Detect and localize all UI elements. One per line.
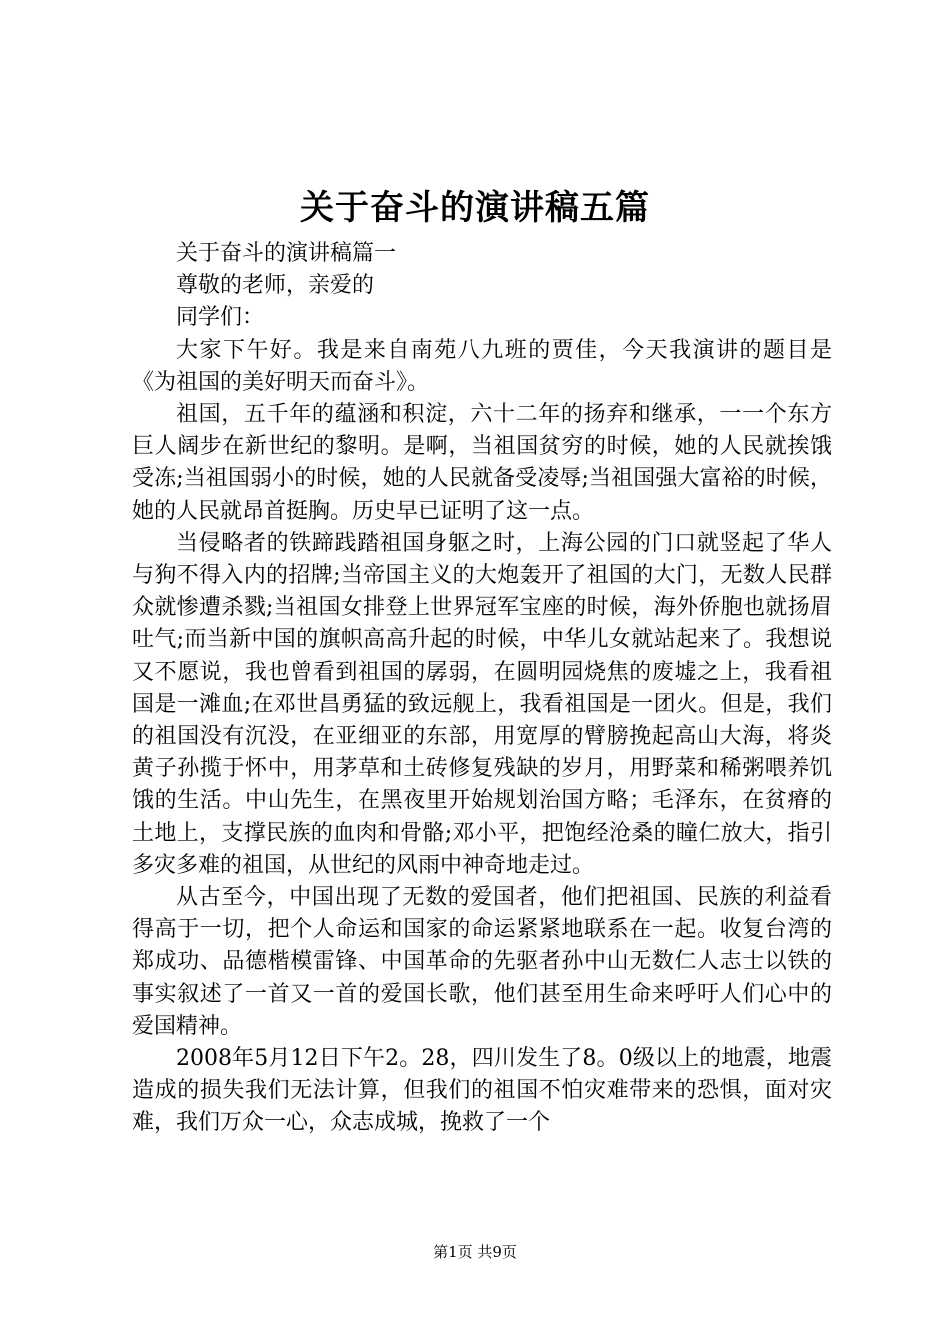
body-paragraph: 2008年5月12日下午2。28，四川发生了8。0级以上的地震，地震造成的损失我们无法计算，但我们的祖国不怕灾难带来的恐惧，面对灾难，我们万众一心，众志成城，挽救了一个 [132,1046,832,1136]
document-title: 关于奋斗的演讲稿五篇 [300,188,650,228]
salutation-line: 同学们： [176,305,265,331]
salutation-line: 尊敬的老师，亲爱的 [176,273,375,299]
page-number-footer: 第1页 共9页 [433,1243,517,1261]
body-paragraph: 大家下午好。我是来自南苑八九班的贾佳，今天我演讲的题目是《为祖国的美好明天而奋斗》。 [132,337,832,395]
body-paragraph: 从古至今，中国出现了无数的爱国者，他们把祖国、民族的利益看得高于一切，把个人命运和国家的命运紧紧地联系在一起。收复台湾的郑成功、品德楷模雷锋、中国革命的先驱者孙中山无数仁人志士以铁的事实叙述了一首又一首的爱国长歌，他们甚至用生命来呼吁人们心中的爱国精神。 [132,885,832,1039]
body-paragraph: 当侵略者的铁蹄践踏祖国身躯之时，上海公园的门口就竖起了华人与狗不得入内的招牌;当帝国主义的大炮轰开了祖国的大门，无数人民群众就惨遭杀戮;当祖国女排登上世界冠军宝座的时候，海外侨胞也就扬眉吐气;而当新中国的旗帜高高升起的时候，中华儿女就站起来了。我想说又不愿说，我也曾看到祖国的孱弱，在圆明园烧焦的废墟之上，我看祖国是一滩血;在邓世昌勇猛的致远舰上，我看祖国是一团火。但是，我们的祖国没有沉没，在亚细亚的东部，用宽厚的臂膀挽起高山大海，将炎黄子孙揽于怀中，用茅草和土砖修复残缺的岁月，用野菜和稀粥喂养饥饿的生活。中山先生，在黑夜里开始规划治国方略；毛泽东，在贫瘠的土地上，支撑民族的血肉和骨骼;邓小平，把饱经沧桑的瞳仁放大，指引多灾多难的祖国，从世纪的风雨中神奇地走过。 [132,530,832,878]
body-paragraph: 祖国，五千年的蕴涵和积淀，六十二年的扬弃和继承，一一个东方巨人阔步在新世纪的黎明。是啊，当祖国贫穷的时候，她的人民就挨饿受冻;当祖国弱小的时候，她的人民就备受凌辱;当祖国强大富裕的时候，她的人民就昂首挺胸。历史早已证明了这一点。 [132,402,832,524]
document-body [132,238,832,1140]
section-heading: 关于奋斗的演讲稿篇一 [176,241,397,266]
